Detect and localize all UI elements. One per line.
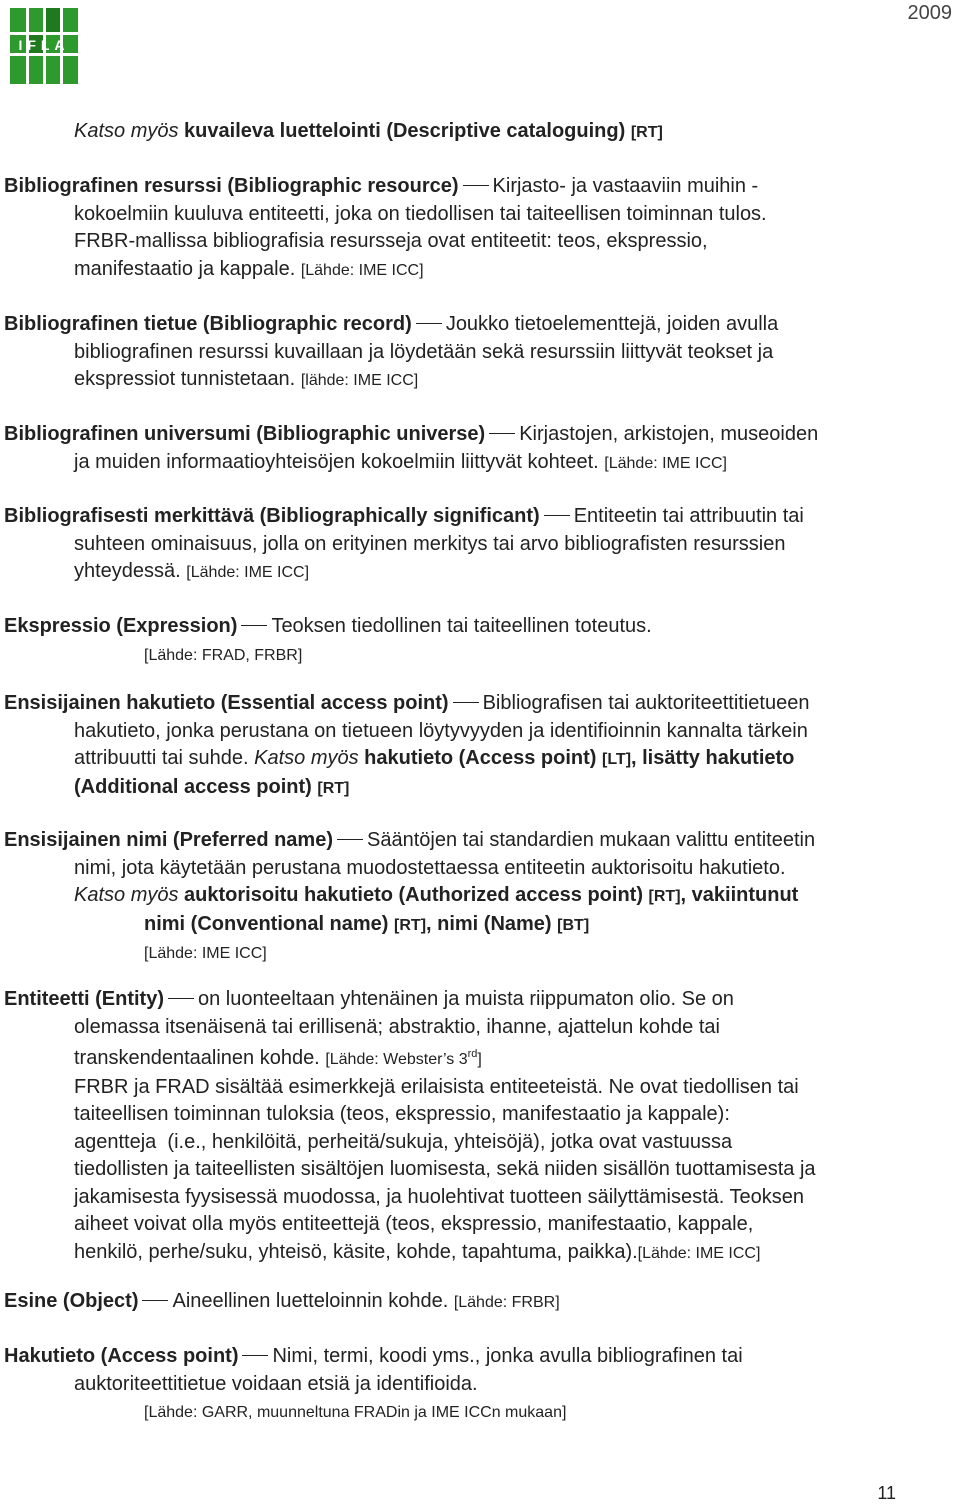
dash [241,625,267,626]
entry-term: Esine (Object) [4,1290,139,1312]
entry-definition-line: attribuutti tai suhde. [74,747,249,769]
see-also-label: Katso myös [254,747,359,769]
dash [453,702,479,703]
see-also-term: , nimi (Name) [426,912,552,935]
see-also-label: Katso myös [74,884,179,906]
entry-definition: Kirjastojen, arkistojen, museoiden [519,423,819,445]
entry-definition-line: agentteja (i.e., henkilöitä, perheitä/sukuja, yhteisöjä), jotka ovat vastuussa [74,1130,733,1153]
see-also-term: auktorisoitu hakutieto (Authorized access point) [184,884,643,906]
see-also-term: , vakiintunut [680,884,799,906]
entry-definition: Teoksen tiedollinen tai taiteellinen toteutus. [271,615,652,637]
entry-term: Bibliografinen tietue (Bibliographic record) [4,313,412,335]
entry-definition-line: FRBR ja FRAD sisältää esimerkkejä erilaisista entiteeteistä. Ne ovat tiedollisen tai [74,1075,799,1098]
dash [544,515,570,516]
entry-definition-line: FRBR-mallissa bibliografisia resursseja ovat entiteetit: teos, ekspressio, [74,230,708,252]
dash [416,323,442,324]
dash [337,839,363,840]
entry-definition-line: kokoelmiin kuuluva entiteetti, joka on tiedollisen tai taiteellisen toiminnan tulos. [74,202,767,225]
entry-term: Bibliografinen resurssi (Bibliographic resource) [4,175,459,197]
relation-tag: [RT] [630,124,663,141]
header-year: 2009 [907,2,952,24]
glossary-entry [4,311,959,395]
entry-source: [Lähde: IME ICC] [637,1244,761,1262]
entry-definition-line: suhteen ominaisuus, jolla on erityinen merkitys tai arvo bibliografisten resurssien [74,532,786,555]
dash [489,433,515,434]
see-also-term: hakutieto (Access point) [364,747,597,769]
entry-definition: Aineellinen luetteloinnin kohde. [172,1290,449,1312]
glossary-entry [4,1288,959,1317]
entry-definition-line: olemassa itsenäisenä tai erillisenä; abstraktio, ihanne, ajattelun kohde tai [74,1015,720,1038]
entry-definition-line: henkilö, perhe/suku, yhteisö, käsite, kohde, tapahtuma, paikka). [74,1240,638,1263]
entry-term: Bibliografisesti merkittävä (Bibliographically significant) [4,505,540,527]
see-also-term: nimi (Conventional name) [144,912,389,935]
dash [242,1355,268,1356]
entry-term: Ensisijainen nimi (Preferred name) [4,829,333,851]
entry-source [325,1048,482,1068]
entry-definition-line: ekspressiot tunnistetaan. [74,368,296,390]
superscript: rd [467,1048,478,1060]
entry-definition-line: jakamisesta fyysisessä muodossa, ja huolehtivat tuotteen säilyttämisestä. Teoksen [74,1185,804,1208]
glossary-entry [4,173,959,284]
entry-definition: Entiteetin tai attribuutin tai [573,505,804,527]
entry-definition: on luonteeltaan yhtenäinen ja muista riippumaton olio. Se on [198,988,734,1010]
entry-definition: Joukko tietoelementtejä, joiden avulla [445,313,779,335]
see-also-term: , lisätty hakutieto [631,747,795,769]
glossary-entry [4,827,959,968]
source-text: [Lähde: Webster’s 3 [325,1051,468,1068]
glossary-entry [4,690,959,802]
entry-definition: Sääntöjen tai standardien mukaan valittu entiteetin [367,829,816,851]
entry-definition-line: auktoriteettitietue voidaan etsiä ja identifioida. [74,1372,478,1395]
see-also-intro [4,118,959,147]
entry-source: [Lähde: GARR, muunneltuna FRADin ja IME ICCn mukaan] [144,1404,567,1421]
glossary-entry [4,503,959,587]
entry-source: [Lähde: IME ICC] [300,261,424,279]
entry-definition-line: nimi, jota käytetään perustana muodostettaessa entiteetin auktorisoitu hakutieto. [74,856,786,879]
entry-definition-line: manifestaatio ja kappale. [74,257,296,280]
entry-term: Bibliografinen universumi (Bibliographic universe) [4,423,486,445]
dash [168,998,194,999]
ifla-logo [10,8,78,84]
logo-text: IFLA [18,37,70,53]
entry-definition-line: tiedollisten ja taiteellisten sisältöjen luomisesta, sekä niiden sisällön tuottamisesta ja [74,1158,816,1180]
entry-definition-line: aiheet voivat olla myös entiteettejä (teos, ekspressio, manifestaatio, kappale, [74,1213,754,1235]
see-also-term: kuvaileva luettelointi (Descriptive cataloguing) [184,120,626,142]
entry-term: Entiteetti (Entity) [4,988,164,1010]
entry-source: [Lähde: FRAD, FRBR] [144,646,303,664]
relation-tag: [LT] [602,751,632,768]
relation-tag: [RT] [648,888,681,905]
entry-definition-line: bibliografinen resurssi kuvaillaan ja löydetään sekä resurssiin liittyvät teokset ja [74,340,774,363]
see-also-term: (Additional access point) [74,775,312,798]
entry-term: Hakutieto (Access point) [4,1345,239,1367]
relation-tag: [RT] [317,779,350,797]
dash [142,1300,168,1301]
entry-source: [Lähde: IME ICC] [186,564,310,581]
see-also-label: Katso myös [74,120,179,142]
entry-source: [Lähde: IME ICC] [604,454,727,472]
dash [463,185,489,186]
glossary-entry [4,421,959,477]
entry-source: [Lähde: FRBR] [453,1294,560,1311]
relation-tag: [RT] [394,916,427,934]
source-text: ] [477,1051,482,1068]
entry-definition: Bibliografisen tai auktoriteettitietueen [482,692,810,714]
entry-source: [lähde: IME ICC] [300,372,419,389]
page-number: 11 [877,1483,896,1503]
glossary-entry [4,1343,959,1427]
entry-definition-line: hakutieto, jonka perustana on tietueen löytyvyyden ja identifioinnin kannalta tärkein [74,719,808,742]
entry-definition: Kirjasto- ja vastaaviin muihin - [492,175,759,197]
glossary-entry [4,613,959,669]
entry-source: [Lähde: IME ICC] [144,945,267,962]
entry-definition-line: transkendentaalinen kohde. [74,1047,320,1069]
entry-definition-line: yhteydessä. [74,560,181,582]
entry-definition-line: ja muiden informaatioyhteisöjen kokoelmiin liittyvät kohteet. [74,450,599,473]
entry-definition-line: taiteellisen toiminnan tuloksia (teos, ekspressio, manifestaatio ja kappale): [74,1103,730,1125]
entry-definition: Nimi, termi, koodi yms., jonka avulla bibliografinen tai [272,1345,743,1367]
glossary-entry [4,986,959,1267]
relation-tag: [BT] [557,916,590,934]
entry-term: Ensisijainen hakutieto (Essential access point) [4,692,449,714]
entry-term: Ekspressio (Expression) [4,615,238,637]
